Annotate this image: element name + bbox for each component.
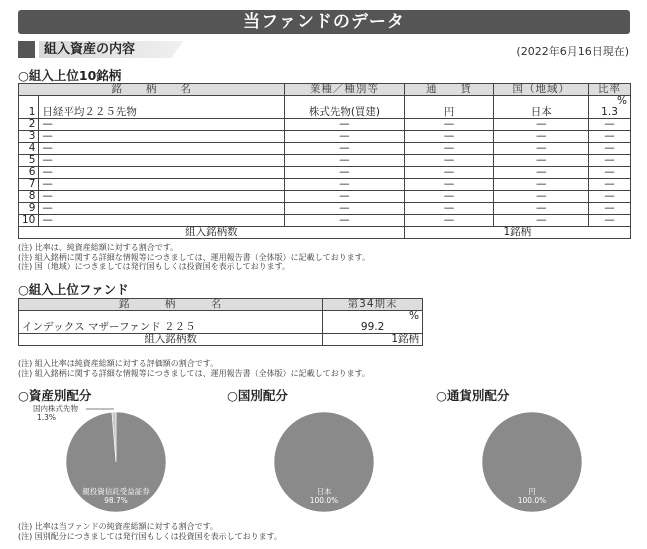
cell-name: —: [39, 131, 285, 143]
cell-name: —: [39, 143, 285, 155]
table-row: [19, 322, 423, 334]
cell-type: —: [285, 179, 404, 191]
funds-table: [18, 298, 423, 346]
table-row: [19, 191, 631, 203]
small-slice-label: 国内株式先物: [33, 404, 78, 413]
pie-slice-label: 親投資信託受益証券: [82, 487, 150, 496]
count-label: 組入銘柄数: [19, 227, 405, 239]
cell-name: 日経平均２２５先物: [39, 107, 285, 119]
note-line: (注) 組入銘柄に関する詳細な情報等につきましては、運用報告書（全体版）に記載しております。: [18, 368, 370, 378]
table-row: [19, 107, 631, 119]
cell-ratio: —: [589, 215, 631, 227]
section-marker: [18, 41, 35, 58]
table-row: [19, 215, 631, 227]
cell-currency: 円: [404, 107, 494, 119]
cell-country: —: [494, 143, 589, 155]
pie-slice-value: 100.0%: [517, 496, 547, 505]
cell-type: —: [285, 143, 404, 155]
cell-currency: —: [404, 143, 494, 155]
country-pie-title: ○国別配分: [227, 388, 288, 403]
funds-header-row: [19, 299, 423, 311]
cell-type: —: [285, 155, 404, 167]
cell-no: 1: [19, 107, 39, 119]
pie-slice-value: 100.0%: [309, 496, 339, 505]
top10-header-row: [19, 84, 631, 96]
cell-no: 7: [19, 179, 39, 191]
cell-ratio: 1.3: [589, 107, 631, 119]
pct-unit: %: [323, 311, 423, 323]
asset-pie-title: ○資産別配分: [18, 388, 92, 403]
cell-name: —: [39, 179, 285, 191]
footer-notes: [18, 522, 282, 541]
cell-country: —: [494, 179, 589, 191]
page-title: 当ファンドのデータ: [18, 10, 630, 34]
top10-heading: ○組入上位10銘柄: [18, 68, 122, 83]
cell-currency: —: [404, 167, 494, 179]
pct-unit: %: [589, 96, 631, 108]
cell-name: —: [39, 215, 285, 227]
currency-allocation-pie: [480, 410, 584, 514]
section-title: 組入資産の内容: [44, 42, 136, 57]
top10-count-row: [19, 227, 631, 239]
cell-name: —: [39, 203, 285, 215]
cell-currency: —: [404, 131, 494, 143]
fund-value: 99.2: [323, 322, 423, 334]
pie-slice-value: 98.7%: [104, 496, 128, 505]
cell-no: 8: [19, 191, 39, 203]
col-header-name: 銘 柄 名: [19, 84, 285, 96]
cell-no: 9: [19, 203, 39, 215]
funds-heading: ○組入上位ファンド: [18, 282, 129, 297]
cell-type: —: [285, 191, 404, 203]
asset-small-slice-callout: [33, 404, 78, 422]
cell-ratio: —: [589, 179, 631, 191]
cell-type: —: [285, 119, 404, 131]
cell-ratio: —: [589, 203, 631, 215]
cell-no: 5: [19, 155, 39, 167]
cell-country: —: [494, 203, 589, 215]
cell-name: —: [39, 155, 285, 167]
cell-country: —: [494, 191, 589, 203]
cell-country: 日本: [494, 107, 589, 119]
small-slice-value: 1.3%: [36, 413, 56, 422]
cell-currency: —: [404, 119, 494, 131]
note-line: (注) 組入比率は純資産総額に対する評価額の割合です。: [18, 359, 219, 368]
cell-currency: —: [404, 215, 494, 227]
cell-type: —: [285, 167, 404, 179]
col-header-ratio: 比率: [589, 84, 631, 96]
country-allocation-pie: [272, 410, 376, 514]
cell-ratio: —: [589, 131, 631, 143]
col-header-type: 業種／種別等: [285, 84, 404, 96]
table-row: [19, 131, 631, 143]
table-row: [19, 179, 631, 191]
count-label: 組入銘柄数: [19, 334, 323, 346]
cell-currency: —: [404, 179, 494, 191]
funds-col-name: 銘 柄 名: [19, 299, 323, 311]
table-row: [19, 143, 631, 155]
note-line: (注) 比率は、純資産総額に対する割合です。: [18, 243, 179, 252]
cell-name: —: [39, 119, 285, 131]
cell-ratio: —: [589, 155, 631, 167]
cell-type: 株式先物(買建): [285, 107, 404, 119]
cell-currency: —: [404, 155, 494, 167]
cell-type: —: [285, 131, 404, 143]
cell-currency: —: [404, 203, 494, 215]
cell-ratio: —: [589, 119, 631, 131]
fund-name: インデックス マザーファンド ２２５: [19, 322, 323, 334]
col-header-country: 国（地域）: [494, 84, 589, 96]
callout-line: [86, 408, 116, 414]
table-row: [19, 203, 631, 215]
note-line: (注) 組入銘柄に関する詳細な情報等につきましては、運用報告書（全体版）に記載しております。: [18, 252, 370, 262]
cell-type: —: [285, 215, 404, 227]
cell-no: 6: [19, 167, 39, 179]
note-line: (注) 国別配分につきましては発行国もしくは投資国を表示しております。: [18, 531, 282, 541]
note-line: (注) 比率は当ファンドの純資産総額に対する割合です。: [18, 522, 218, 531]
currency-pie-title: ○通貨別配分: [436, 388, 510, 403]
top10-notes: [18, 243, 370, 272]
funds-count-row: [19, 334, 423, 346]
table-row: [19, 167, 631, 179]
funds-col-period: 第34期末: [323, 299, 423, 311]
cell-currency: —: [404, 191, 494, 203]
cell-type: —: [285, 203, 404, 215]
pie-slice-label: 円: [528, 487, 536, 496]
cell-country: —: [494, 131, 589, 143]
cell-country: —: [494, 119, 589, 131]
cell-no: 3: [19, 131, 39, 143]
cell-ratio: —: [589, 191, 631, 203]
cell-no: 2: [19, 119, 39, 131]
cell-name: —: [39, 167, 285, 179]
count-value: 1銘柄: [323, 334, 423, 346]
asset-allocation-pie: [64, 410, 168, 514]
count-value: 1銘柄: [404, 227, 630, 239]
table-row: [19, 155, 631, 167]
cell-ratio: —: [589, 167, 631, 179]
table-row: [19, 119, 631, 131]
cell-country: —: [494, 155, 589, 167]
cell-name: —: [39, 191, 285, 203]
col-header-currency: 通 貨: [404, 84, 494, 96]
note-line: (注) 国（地域）につきましては発行国もしくは投資国を表示しております。: [18, 262, 290, 271]
funds-notes: [18, 359, 370, 378]
pie-slice-label: 日本: [316, 487, 332, 496]
as-of-date: (2022年6月16日現在): [516, 45, 629, 58]
cell-ratio: —: [589, 143, 631, 155]
top10-table: [18, 83, 631, 239]
cell-country: —: [494, 215, 589, 227]
cell-no: 4: [19, 143, 39, 155]
cell-no: 10: [19, 215, 39, 227]
cell-country: —: [494, 167, 589, 179]
